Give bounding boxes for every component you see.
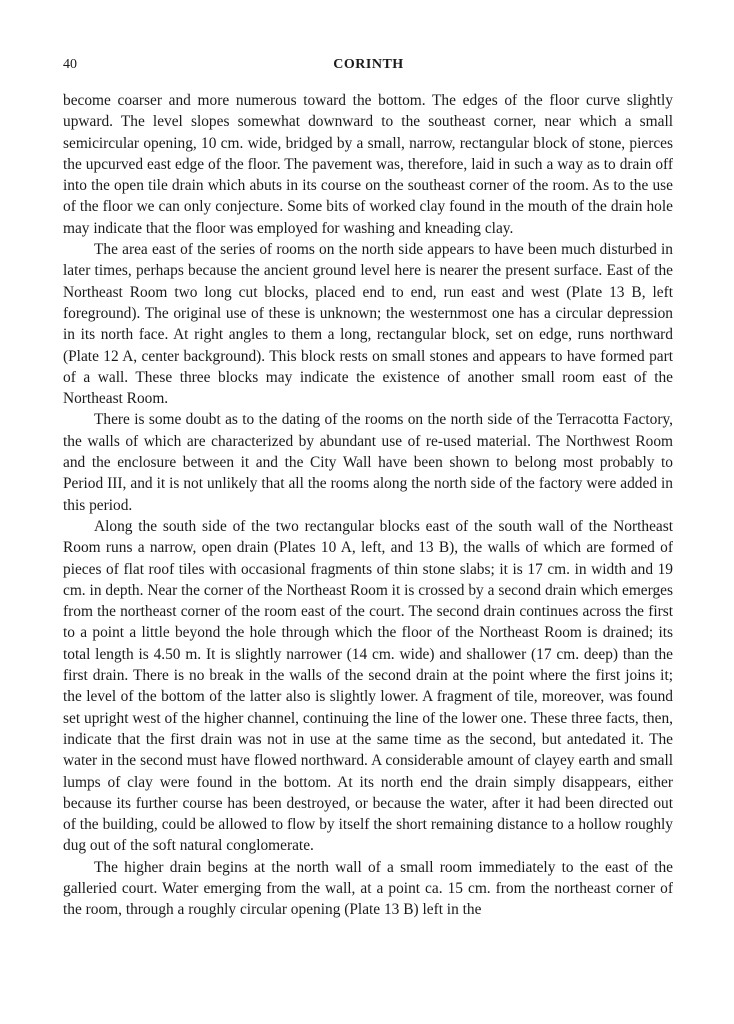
page-header [63,57,674,79]
page-number: 40 [63,57,77,72]
body-text [63,90,673,921]
paragraph: There is some doubt as to the dating of the rooms on the north side of the Terracotta Factory, the walls of which are characterized by abundant use of re-used material. The Northwest Room and the enclosure between it and the City Wall have been shown to belong most probably to Period III, and it is not unlikely that all the rooms along the north side of the factory were added in this period. [63,411,673,514]
paragraph: become coarser and more numerous toward the bottom. The edges of the floor curve slightly upward. The level slopes somewhat downward to the southeast corner, near which a small semicircular opening, 10 cm. wide, bridged by a small, narrow, rectangular block of stone, pierces the upcurved east edge of the floor. The pavement was, therefore, laid in such a way as to drain off into the open tile drain which abuts in its course on the southeast corner of the room. As to the use of the floor we can only conjecture. Some bits of worked clay found in the mouth of the drain hole may indicate that the floor was employed for washing and kneading clay. [63,92,673,237]
running-head: CORINTH [333,57,404,72]
paragraph: The higher drain begins at the north wall of a small room immediately to the east of the galleried court. Water emerging from the wall, at a point ca. 15 cm. from the northeast corner of the room, through a roughly circular opening (Plate 13 B) left in the [63,858,673,919]
paragraph: The area east of the series of rooms on the north side appears to have been much disturbed in later times, perhaps because the ancient ground level here is nearer the present surface. East of the Northeast Room two long cut blocks, placed end to end, run east and west (Plate 13 B, left foreground). The original use of these is unknown; the westernmost one has a circular depression in its north face. At right angles to them a long, rectangular block, set on edge, runs northward (Plate 12 A, center background). This block rests on small stones and appears to have formed part of a wall. These three blocks may indicate the existence of another small room east of the Northeast Room. [63,241,673,408]
paragraph: Along the south side of the two rectangular blocks east of the south wall of the Northeast Room runs a narrow, open drain (Plates 10 A, left, and 13 B), the walls of which are formed of pieces of flat roof tiles with occasional fragments of thin stone slabs; it is 17 cm. in width and 19 cm. in depth. Near the corner of the Northeast Room it is crossed by a second drain which emerges from the northeast corner of the room east of the court. The second drain continues across the first to a point a little beyond the hole through which the floor of the Northeast Room is drained; its total length is 4.50 m. It is slightly narrower (14 cm. wide) and shallower (17 cm. deep) than the first drain. There is no break in the walls of the second drain at the point where the first joins it; the level of the bottom of the latter also is slightly lower. A fragment of tile, moreover, was found set upright west of the higher channel, continuing the line of the lower one. These three facts, then, indicate that the first drain was not in use at the same time as the second, but antedated it. The water in the second must have flowed northward. A considerable amount of clayey earth and small lumps of clay were found in the bottom. At its north end the drain simply disappears, either because its further course has been destroyed, or because the water, after it had been directed out of the building, could be allowed to flow by itself the short remaining distance to a hollow roughly dug out of the soft natural conglomerate. [63,517,673,855]
